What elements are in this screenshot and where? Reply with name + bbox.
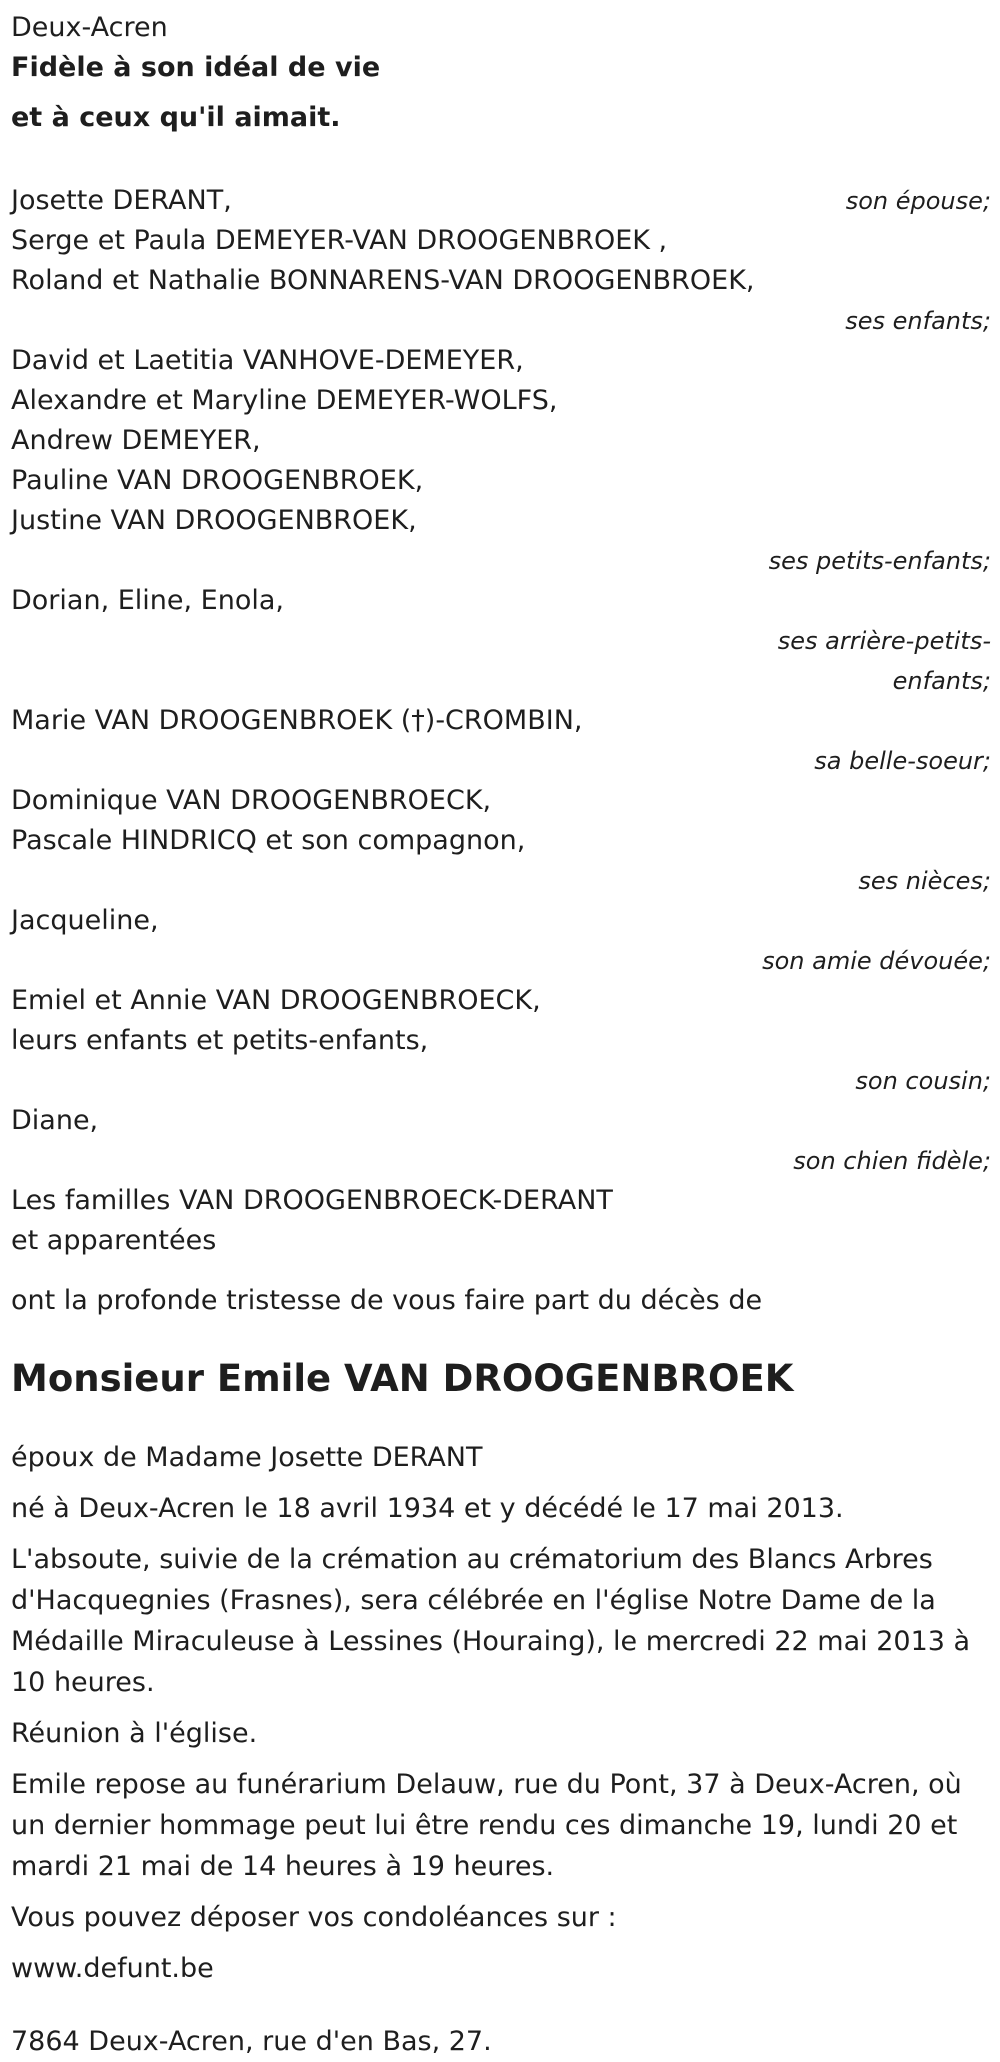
family-entry-children xyxy=(11,221,991,341)
family-name: Marie VAN DROOGENBROEK (†)-CROMBIN, xyxy=(11,705,583,736)
spouse-line: époux de Madame Josette DERANT xyxy=(11,1442,483,1473)
family-entry-cousin xyxy=(11,981,991,1101)
family-address: 7864 Deux-Acren, rue d'en Bas, 27. xyxy=(11,2026,492,2057)
family-name: Emiel et Annie VAN DROOGENBROECK, xyxy=(11,985,541,1016)
visitation-paragraph: Emile repose au funérarium Delauw, rue du Pont, 37 à Deux-Acren, où un dernier hommage peut lui être rendu ces dimanche 19, lundi 20 et mardi 21 mai de 14 heures à 19 heures. xyxy=(11,1769,962,1882)
ceremony-paragraph: L'absoute, suivie de la crémation au crématorium des Blancs Arbres d'Hacquegnies (Frasnes), sera célébrée en l'église Notre Dame de la Médaille Miraculeuse à Lessines (Houraing), le mercredi 22 mai 2013 à 10 heures. xyxy=(11,1544,971,1698)
family-name: David et Laetitia VANHOVE-DEMEYER, xyxy=(11,345,524,376)
family-name: Dorian, Eline, Enola, xyxy=(11,585,285,616)
family-role: son chien fidèle; xyxy=(793,1147,991,1175)
family-role: son cousin; xyxy=(855,1067,991,1095)
family-entry-friend xyxy=(11,901,991,981)
family-name: Jacqueline, xyxy=(11,905,159,936)
family-entry-sister-in-law xyxy=(11,701,991,781)
family-role: ses nièces; xyxy=(858,867,991,895)
family-name: Josette DERANT, xyxy=(11,185,232,216)
family-name: Les familles VAN DROOGENBROECK-DERANT xyxy=(11,1185,613,1216)
family-name: Roland et Nathalie BONNARENS-VAN DROOGENBROEK, xyxy=(11,265,755,296)
family-role: son épouse; xyxy=(845,187,991,215)
family-name: Justine VAN DROOGENBROEK, xyxy=(11,505,417,536)
family-name: Pascale HINDRICQ et son compagnon, xyxy=(11,825,526,856)
family-role: ses arrière-petits- enfants; xyxy=(777,627,991,695)
family-entry-great-grandchildren xyxy=(11,581,991,701)
family-entry-grandchildren xyxy=(11,341,991,581)
motto-line-1: Fidèle à son idéal de vie xyxy=(11,52,381,83)
deceased-name: Monsieur Emile VAN DROOGENBROEK xyxy=(11,1357,794,1400)
family-entry-spouse xyxy=(11,181,991,221)
motto-line-2: et à ceux qu'il aimait. xyxy=(11,102,341,133)
family-entry-dog xyxy=(11,1101,991,1181)
family-name: Andrew DEMEYER, xyxy=(11,425,261,456)
family-role: ses enfants; xyxy=(845,307,991,335)
family-role: ses petits-enfants; xyxy=(768,547,991,575)
family-entry-nieces xyxy=(11,781,991,901)
condolences-intro: Vous pouvez déposer vos condoléances sur : xyxy=(11,1902,617,1933)
meeting-line: Réunion à l'église. xyxy=(11,1718,258,1749)
family-entry-families xyxy=(11,1181,991,1261)
family-name: Dominique VAN DROOGENBROECK, xyxy=(11,785,492,816)
family-role: sa belle-soeur; xyxy=(814,747,991,775)
family-name: Serge et Paula DEMEYER-VAN DROOGENBROEK , xyxy=(11,225,668,256)
condolences-website: www.defunt.be xyxy=(11,1953,214,1984)
family-role: son amie dévouée; xyxy=(762,947,991,975)
family-list xyxy=(11,181,991,1261)
place-heading: Deux-Acren xyxy=(11,12,168,43)
family-name: et apparentées xyxy=(11,1225,217,1256)
family-name: leurs enfants et petits-enfants, xyxy=(11,1025,429,1056)
family-name: Pauline VAN DROOGENBROEK, xyxy=(11,465,424,496)
family-name: Alexandre et Maryline DEMEYER-WOLFS, xyxy=(11,385,558,416)
announcement-intro: ont la profonde tristesse de vous faire part du décès de xyxy=(11,1285,763,1316)
obituary-page xyxy=(11,8,991,2062)
family-name: Diane, xyxy=(11,1105,99,1136)
born-died-line: né à Deux-Acren le 18 avril 1934 et y décédé le 17 mai 2013. xyxy=(11,1493,844,1524)
